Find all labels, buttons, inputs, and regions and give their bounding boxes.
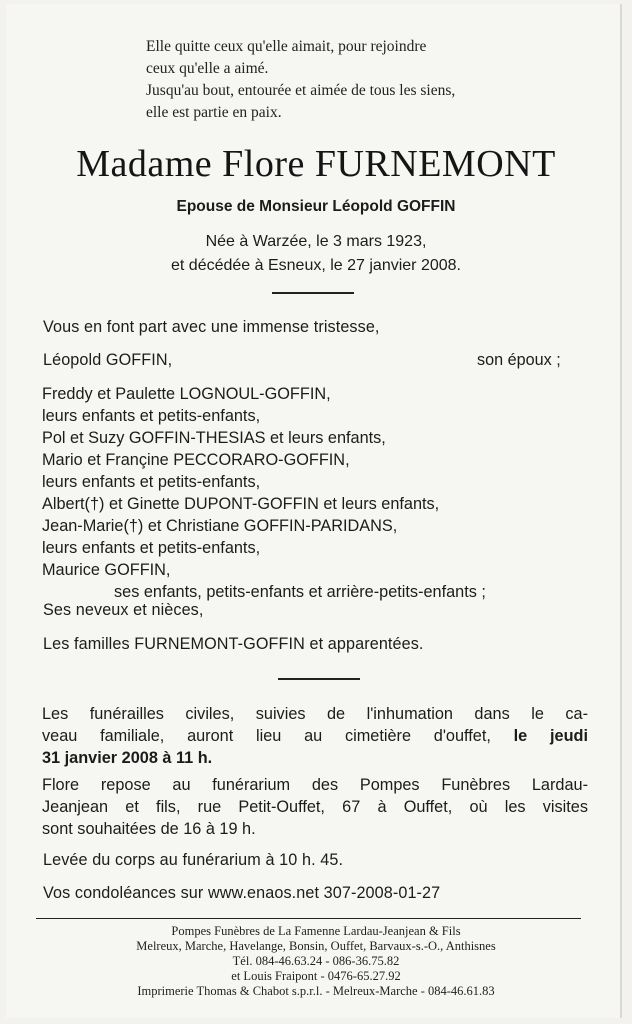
family-line: Jean-Marie(†) et Christiane GOFFIN-PARIDANS, xyxy=(42,517,398,535)
family-line: leurs enfants et petits-enfants, xyxy=(42,473,261,491)
family-line: leurs enfants et petits-enfants, xyxy=(42,407,261,425)
announcement: Vous en font part avec une immense tristesse, xyxy=(43,318,380,336)
birth-line: Née à Warzée, le 3 mars 1923, xyxy=(205,233,427,250)
spouse-line: Epouse de Monsieur Léopold GOFFIN xyxy=(176,198,456,215)
families-line: Les familles FURNEMONT-GOFFIN et apparentées. xyxy=(43,635,424,653)
funeral-info xyxy=(42,703,588,769)
verse-line: Elle quitte ceux qu'elle aimait, pour rejoindre xyxy=(146,38,427,55)
footer-line: Imprimerie Thomas & Chabot s.p.r.l. - Melreux-Marche - 084-46.61.83 xyxy=(137,984,495,998)
divider xyxy=(278,678,360,680)
husband-relation: son époux ; xyxy=(477,351,561,369)
nephews-line: Ses neveux et nièces, xyxy=(43,601,204,619)
footer-line: Melreux, Marche, Havelange, Bonsin, Ouffet, Barvaux-s.-O., Anthisnes xyxy=(136,939,496,953)
levee-line: Levée du corps au funérarium à 10 h. 45. xyxy=(43,851,344,869)
funeral-date: 31 janvier 2008 à 11 h. xyxy=(42,749,213,767)
family-line: Freddy et Paulette LOGNOUL-GOFFIN, xyxy=(42,385,331,403)
funeral-home-footer xyxy=(0,924,632,999)
rest-line: Flore repose au funérarium des Pompes Funèbres Lardau- xyxy=(42,776,588,794)
rest-line: Jeanjean et fils, rue Petit-Ouffet, 67 à Ouffet, où les visites xyxy=(42,798,588,816)
divider xyxy=(272,292,354,294)
family-line: Pol et Suzy GOFFIN-THESIAS et leurs enfants, xyxy=(42,429,386,447)
family-line: Albert(†) et Ginette DUPONT-GOFFIN et leurs enfants, xyxy=(42,495,440,513)
family-line: ses enfants, petits-enfants et arrière-petits-enfants ; xyxy=(114,583,486,601)
footer-line: Pompes Funèbres de La Famenne Lardau-Jeanjean & Fils xyxy=(171,924,461,938)
death-line: et décédée à Esneux, le 27 janvier 2008. xyxy=(171,257,461,274)
deceased-name: Madame Flore FURNEMONT xyxy=(76,143,556,185)
family-line: Maurice GOFFIN, xyxy=(42,561,171,579)
funeral-text: veau familiale, auront lieu au cimetière d'ouffet, xyxy=(42,727,491,745)
birth-death-info xyxy=(0,230,632,278)
rest-info xyxy=(42,774,588,840)
footer-line: et Louis Fraipont - 0476-65.27.92 xyxy=(231,969,401,983)
funeral-line: Les funérailles civiles, suivies de l'inhumation dans le ca- xyxy=(42,705,588,723)
funeral-line xyxy=(42,725,588,747)
footer-divider xyxy=(36,918,581,919)
family-list xyxy=(42,383,588,603)
footer-line: Tél. 084-46.63.24 - 086-36.75.82 xyxy=(232,954,400,968)
family-line: leurs enfants et petits-enfants, xyxy=(42,539,261,557)
condolences-line: Vos condoléances sur www.enaos.net 307-2008-01-27 xyxy=(43,884,441,902)
verse-line: ceux qu'elle a aimé. xyxy=(146,60,269,77)
husband-name: Léopold GOFFIN, xyxy=(43,351,173,369)
verse-line: elle est partie en paix. xyxy=(146,104,282,121)
funeral-line xyxy=(42,747,588,769)
memorial-verse xyxy=(146,36,455,124)
family-line: Mario et Françine PECCORARO-GOFFIN, xyxy=(42,451,350,469)
verse-line: Jusqu'au bout, entourée et aimée de tous les siens, xyxy=(146,82,456,99)
rest-line: sont souhaitées de 16 à 19 h. xyxy=(42,820,256,838)
funeral-day: le jeudi xyxy=(513,727,588,745)
